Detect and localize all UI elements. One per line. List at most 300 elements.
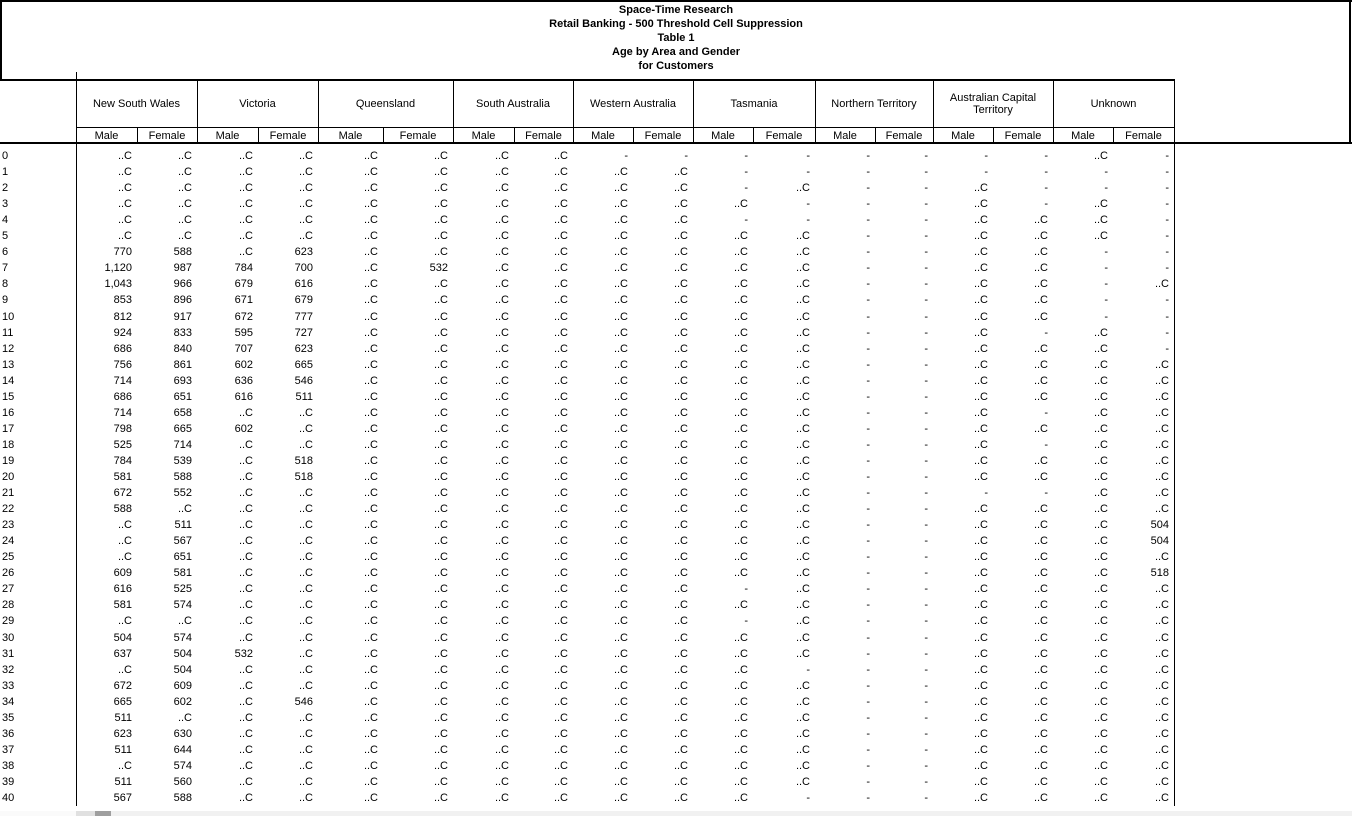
data-cell: ..C [494, 727, 509, 740]
data-cell: ..C [1154, 647, 1169, 660]
data-cell: ..C [795, 374, 810, 387]
data-cell: - [866, 599, 870, 612]
table-row [0, 164, 1174, 180]
data-cell: 511 [114, 775, 132, 788]
data-cell: 679 [294, 294, 313, 307]
data-cell: - [1165, 246, 1169, 259]
data-cell: 595 [234, 326, 253, 339]
data-cell: 714 [113, 374, 132, 387]
data-cell: - [1104, 246, 1108, 259]
data-cell: ..C [238, 583, 253, 596]
gender-header-male: Male [951, 129, 975, 142]
data-cell: ..C [1093, 615, 1108, 628]
area-divider-line [453, 80, 454, 143]
data-cell: ..C [733, 567, 748, 580]
data-cell: ..C [613, 230, 628, 243]
data-cell: ..C [553, 166, 568, 179]
data-cell: - [924, 615, 928, 628]
data-cell: ..C [363, 599, 378, 612]
data-cell: ..C [1033, 615, 1048, 628]
data-cell: ..C [494, 454, 509, 467]
data-cell: ..C [553, 487, 568, 500]
data-cell: ..C [1033, 519, 1048, 532]
data-cell: ..C [363, 679, 378, 692]
data-cell: ..C [553, 503, 568, 516]
data-cell: - [866, 358, 870, 371]
data-cell: ..C [673, 310, 688, 323]
data-cell: - [866, 727, 870, 740]
data-cell: - [1104, 294, 1108, 307]
age-label: 19 [2, 454, 15, 467]
data-cell: 665 [173, 422, 192, 435]
gender-divider-line [753, 128, 754, 143]
data-cell: ..C [363, 519, 378, 532]
data-cell: ..C [363, 583, 378, 596]
data-cell: ..C [795, 615, 810, 628]
data-cell: ..C [363, 342, 378, 355]
table-row [0, 565, 1174, 581]
data-cell: ..C [494, 535, 509, 548]
age-label: 20 [2, 471, 15, 483]
data-cell: ..C [733, 663, 748, 676]
data-cell: ..C [733, 438, 748, 451]
age-label: 5 [2, 230, 9, 243]
age-label: 30 [2, 631, 15, 644]
data-cell: ..C [117, 150, 132, 162]
data-cell: ..C [553, 342, 568, 355]
data-cell: ..C [433, 182, 448, 195]
data-cell: - [924, 775, 928, 788]
gender-header-male: Male [94, 129, 119, 142]
data-cell: ..C [795, 599, 810, 612]
data-cell: ..C [1093, 198, 1108, 211]
data-cell: ..C [238, 150, 253, 162]
data-cell: ..C [494, 166, 509, 179]
data-cell: ..C [973, 246, 988, 259]
page-left-border [0, 0, 2, 81]
scrollbar-left-arrow-button[interactable] [76, 811, 95, 816]
data-cell: - [684, 150, 688, 162]
data-cell: ..C [1093, 759, 1108, 772]
data-cell: ..C [298, 647, 313, 660]
data-cell: - [1044, 487, 1048, 500]
data-cell: - [924, 792, 928, 804]
data-cell: ..C [1154, 775, 1169, 788]
data-cell: ..C [363, 711, 378, 724]
data-cell: - [1104, 310, 1108, 323]
data-cell: ..C [117, 214, 132, 227]
gender-header-male: Male [215, 129, 240, 142]
data-cell: ..C [1154, 487, 1169, 500]
data-cell: 651 [173, 551, 192, 564]
data-cell: 727 [294, 326, 313, 339]
data-cell: - [866, 551, 870, 564]
data-cell: ..C [673, 230, 688, 243]
data-cell: ..C [433, 294, 448, 307]
age-label: 33 [2, 679, 15, 692]
data-cell: ..C [733, 503, 748, 516]
data-cell: ..C [973, 647, 988, 660]
data-cell: ..C [177, 615, 192, 628]
data-cell: ..C [1154, 727, 1169, 740]
age-label: 36 [2, 727, 15, 740]
data-cell: - [1165, 214, 1169, 227]
data-cell: ..C [1154, 503, 1169, 516]
data-cell: ..C [298, 663, 313, 676]
data-cell: ..C [1033, 246, 1048, 259]
data-cell: - [866, 792, 870, 804]
data-cell: - [1044, 406, 1048, 419]
data-cell: ..C [494, 711, 509, 724]
data-cell: 714 [173, 438, 192, 451]
table-row [0, 228, 1174, 244]
data-cell: 546 [294, 695, 313, 708]
table-row [0, 244, 1174, 260]
data-cell: ..C [553, 727, 568, 740]
data-cell: ..C [733, 390, 748, 403]
data-cell: ..C [298, 567, 313, 580]
gender-header-male: Male [471, 129, 496, 142]
data-cell: - [866, 230, 870, 243]
data-cell: ..C [613, 567, 628, 580]
data-cell: ..C [795, 727, 810, 740]
data-cell: ..C [795, 342, 810, 355]
data-cell: ..C [1154, 471, 1169, 483]
data-cell: ..C [494, 182, 509, 195]
data-cell: ..C [433, 711, 448, 724]
data-cell: ..C [613, 390, 628, 403]
data-cell: ..C [795, 711, 810, 724]
data-cell: - [924, 262, 928, 275]
data-cell: ..C [363, 792, 378, 804]
report-database-title: Retail Banking - 500 Threshold Cell Suppression [549, 18, 803, 30]
data-cell: ..C [673, 615, 688, 628]
data-cell: ..C [795, 759, 810, 772]
data-cell: ..C [613, 182, 628, 195]
data-cell: ..C [613, 310, 628, 323]
data-cell: - [1165, 310, 1169, 323]
data-cell: 616 [294, 278, 313, 291]
data-cell: ..C [673, 663, 688, 676]
horizontal-scrollbar[interactable] [0, 810, 1352, 816]
data-cell: ..C [973, 775, 988, 788]
data-cell: ..C [733, 230, 748, 243]
data-cell: - [924, 454, 928, 467]
data-cell: ..C [117, 759, 132, 772]
data-cell: ..C [795, 471, 810, 483]
data-cell: ..C [673, 422, 688, 435]
data-cell: ..C [613, 406, 628, 419]
data-cell: ..C [553, 711, 568, 724]
table-row [0, 678, 1174, 694]
area-header-unknown: Unknown [1090, 98, 1137, 110]
scrollbar-thumb[interactable] [95, 811, 111, 816]
data-cell: ..C [117, 230, 132, 243]
data-cell: 518 [294, 471, 313, 483]
data-cell: 504 [113, 631, 132, 644]
data-cell: ..C [553, 599, 568, 612]
gender-divider-line [258, 128, 259, 143]
data-cell: ..C [795, 294, 810, 307]
data-cell: ..C [613, 166, 628, 179]
data-cell: ..C [433, 583, 448, 596]
data-cell: ..C [795, 551, 810, 564]
area-header-south-australia: South Australia [476, 98, 550, 110]
table-row [0, 341, 1174, 357]
data-cell: ..C [177, 503, 192, 516]
data-cell: ..C [673, 727, 688, 740]
data-cell: ..C [1033, 390, 1048, 403]
data-cell: 861 [173, 358, 192, 371]
data-cell: 665 [294, 358, 313, 371]
data-cell: ..C [433, 647, 448, 660]
data-cell: - [866, 503, 870, 516]
area-header-new-south-wales: New South Wales [92, 98, 181, 110]
data-cell: - [924, 390, 928, 403]
data-cell: - [924, 551, 928, 564]
data-cell: ..C [1033, 358, 1048, 371]
age-label: 29 [2, 615, 15, 628]
data-cell: ..C [613, 631, 628, 644]
data-cell: - [924, 647, 928, 660]
data-cell: ..C [298, 198, 313, 211]
table-row [0, 373, 1174, 389]
data-cell: - [924, 663, 928, 676]
data-cell: ..C [494, 663, 509, 676]
data-cell: - [866, 647, 870, 660]
data-cell: - [806, 792, 810, 804]
data-cell: ..C [553, 471, 568, 483]
data-cell: ..C [1093, 358, 1108, 371]
data-cell: ..C [433, 471, 448, 483]
data-cell: - [1165, 230, 1169, 243]
data-cell: ..C [553, 278, 568, 291]
area-divider-line [573, 80, 574, 143]
data-cell: ..C [613, 454, 628, 467]
data-cell: ..C [433, 342, 448, 355]
table-row [0, 501, 1174, 517]
data-cell: ..C [673, 342, 688, 355]
data-cell: ..C [613, 487, 628, 500]
data-cell: - [866, 150, 870, 162]
data-cell: ..C [973, 663, 988, 676]
data-cell: ..C [673, 438, 688, 451]
gender-header-male: Male [1071, 129, 1095, 142]
data-cell: ..C [298, 551, 313, 564]
data-cell: ..C [973, 759, 988, 772]
table-row [0, 517, 1174, 533]
data-cell: ..C [613, 583, 628, 596]
data-cell: ..C [613, 374, 628, 387]
data-cell: ..C [613, 503, 628, 516]
data-cell: ..C [1093, 230, 1108, 243]
data-cell: ..C [1154, 759, 1169, 772]
data-cell: ..C [973, 679, 988, 692]
table-row [0, 292, 1174, 308]
data-cell: ..C [433, 422, 448, 435]
data-cell: - [924, 583, 928, 596]
data-cell: ..C [494, 374, 509, 387]
data-cell: ..C [494, 695, 509, 708]
data-cell: ..C [238, 599, 253, 612]
data-cell: ..C [673, 567, 688, 580]
data-cell: - [866, 406, 870, 419]
data-cell: ..C [1033, 775, 1048, 788]
data-cell: ..C [673, 583, 688, 596]
data-cell: - [866, 342, 870, 355]
data-cell: - [866, 390, 870, 403]
data-cell: 784 [113, 454, 132, 467]
data-cell: ..C [238, 406, 253, 419]
data-cell: ..C [1033, 278, 1048, 291]
data-cell: - [744, 150, 748, 162]
data-cell: ..C [553, 454, 568, 467]
data-cell: - [866, 695, 870, 708]
data-cell: ..C [433, 326, 448, 339]
data-cell: ..C [1093, 775, 1108, 788]
data-cell: ..C [1033, 454, 1048, 467]
data-cell: ..C [117, 519, 132, 532]
data-cell: - [924, 727, 928, 740]
data-cell: 504 [173, 663, 192, 676]
gender-header-female: Female [644, 129, 682, 142]
scrollbar-track[interactable] [76, 811, 1352, 816]
data-cell: ..C [795, 422, 810, 435]
data-cell: ..C [494, 759, 509, 772]
age-label: 15 [2, 390, 15, 403]
report-organisation: Space-Time Research [618, 4, 734, 16]
data-cell: ..C [795, 487, 810, 500]
data-cell: 637 [113, 647, 132, 660]
data-cell: ..C [795, 775, 810, 788]
data-cell: ..C [673, 647, 688, 660]
data-cell: ..C [363, 487, 378, 500]
data-cell: ..C [494, 471, 509, 483]
data-cell: 630 [173, 727, 192, 740]
data-cell: ..C [363, 743, 378, 756]
age-label: 28 [2, 599, 15, 612]
data-cell: ..C [363, 182, 378, 195]
data-cell: ..C [238, 631, 253, 644]
table-row [0, 309, 1174, 325]
data-cell: ..C [553, 743, 568, 756]
table-row [0, 180, 1174, 196]
data-cell: ..C [795, 535, 810, 548]
data-cell: ..C [1093, 519, 1108, 532]
data-cell: ..C [363, 214, 378, 227]
gender-header-female: Female [399, 129, 437, 142]
table-row [0, 357, 1174, 373]
gender-header-female: Female [885, 129, 923, 142]
data-cell: ..C [973, 792, 988, 804]
data-cell: ..C [238, 615, 253, 628]
data-cell: ..C [613, 326, 628, 339]
data-cell: ..C [1033, 230, 1048, 243]
data-cell: ..C [553, 583, 568, 596]
data-cell: 770 [113, 246, 132, 259]
data-cell: ..C [177, 166, 192, 179]
data-cell: ..C [238, 503, 253, 516]
data-cell: ..C [494, 679, 509, 692]
data-cell: ..C [494, 406, 509, 419]
data-cell: ..C [494, 262, 509, 275]
data-cell: ..C [433, 775, 448, 788]
data-cell: ..C [177, 198, 192, 211]
area-header-northern-territory: Northern Territory [831, 98, 917, 110]
age-label: 3 [2, 198, 9, 211]
data-cell: 644 [173, 743, 192, 756]
data-cell: ..C [795, 647, 810, 660]
data-cell: ..C [1154, 454, 1169, 467]
area-divider-line [1053, 80, 1054, 143]
data-cell: ..C [673, 503, 688, 516]
data-cell: ..C [553, 647, 568, 660]
data-cell: ..C [363, 647, 378, 660]
data-cell: ..C [117, 551, 132, 564]
data-cell: ..C [363, 198, 378, 211]
data-cell: - [866, 759, 870, 772]
data-cell: ..C [298, 615, 313, 628]
data-cell: ..C [298, 438, 313, 451]
data-cell: 602 [234, 422, 253, 435]
gender-divider-line [633, 128, 634, 143]
scrollbar-left-gap [0, 811, 76, 816]
data-cell: 511 [174, 519, 192, 532]
data-cell: - [924, 695, 928, 708]
data-cell: - [924, 246, 928, 259]
data-cell: 840 [173, 342, 192, 355]
data-cell: ..C [177, 182, 192, 195]
table-row [0, 710, 1174, 726]
table-row [0, 453, 1174, 469]
data-cell: ..C [494, 150, 509, 162]
data-cell: ..C [673, 278, 688, 291]
data-cell: ..C [298, 150, 313, 162]
data-cell: ..C [363, 615, 378, 628]
table-row [0, 630, 1174, 646]
data-cell: ..C [298, 487, 313, 500]
data-cell: ..C [1093, 631, 1108, 644]
data-cell: - [866, 454, 870, 467]
data-cell: 917 [173, 310, 192, 323]
data-cell: ..C [613, 214, 628, 227]
age-label: 34 [2, 695, 15, 708]
data-cell: 567 [173, 535, 192, 548]
data-cell: - [866, 567, 870, 580]
data-cell: - [1044, 438, 1048, 451]
data-cell: ..C [1093, 567, 1108, 580]
data-cell: 518 [294, 454, 313, 467]
data-cell: ..C [494, 631, 509, 644]
data-cell: 504 [1150, 535, 1169, 548]
data-cell: ..C [1033, 792, 1048, 804]
data-cell: ..C [553, 294, 568, 307]
data-cell: 574 [173, 759, 192, 772]
data-cell: ..C [613, 775, 628, 788]
data-cell: ..C [363, 358, 378, 371]
data-cell: ..C [733, 743, 748, 756]
data-cell: ..C [433, 792, 448, 804]
data-cell: ..C [1093, 374, 1108, 387]
data-cell: ..C [298, 406, 313, 419]
data-cell: ..C [1093, 663, 1108, 676]
data-cell: - [866, 583, 870, 596]
data-cell: ..C [613, 198, 628, 211]
data-cell: ..C [433, 663, 448, 676]
data-cell: ..C [298, 519, 313, 532]
data-cell: 588 [173, 246, 192, 259]
data-cell: ..C [1033, 663, 1048, 676]
